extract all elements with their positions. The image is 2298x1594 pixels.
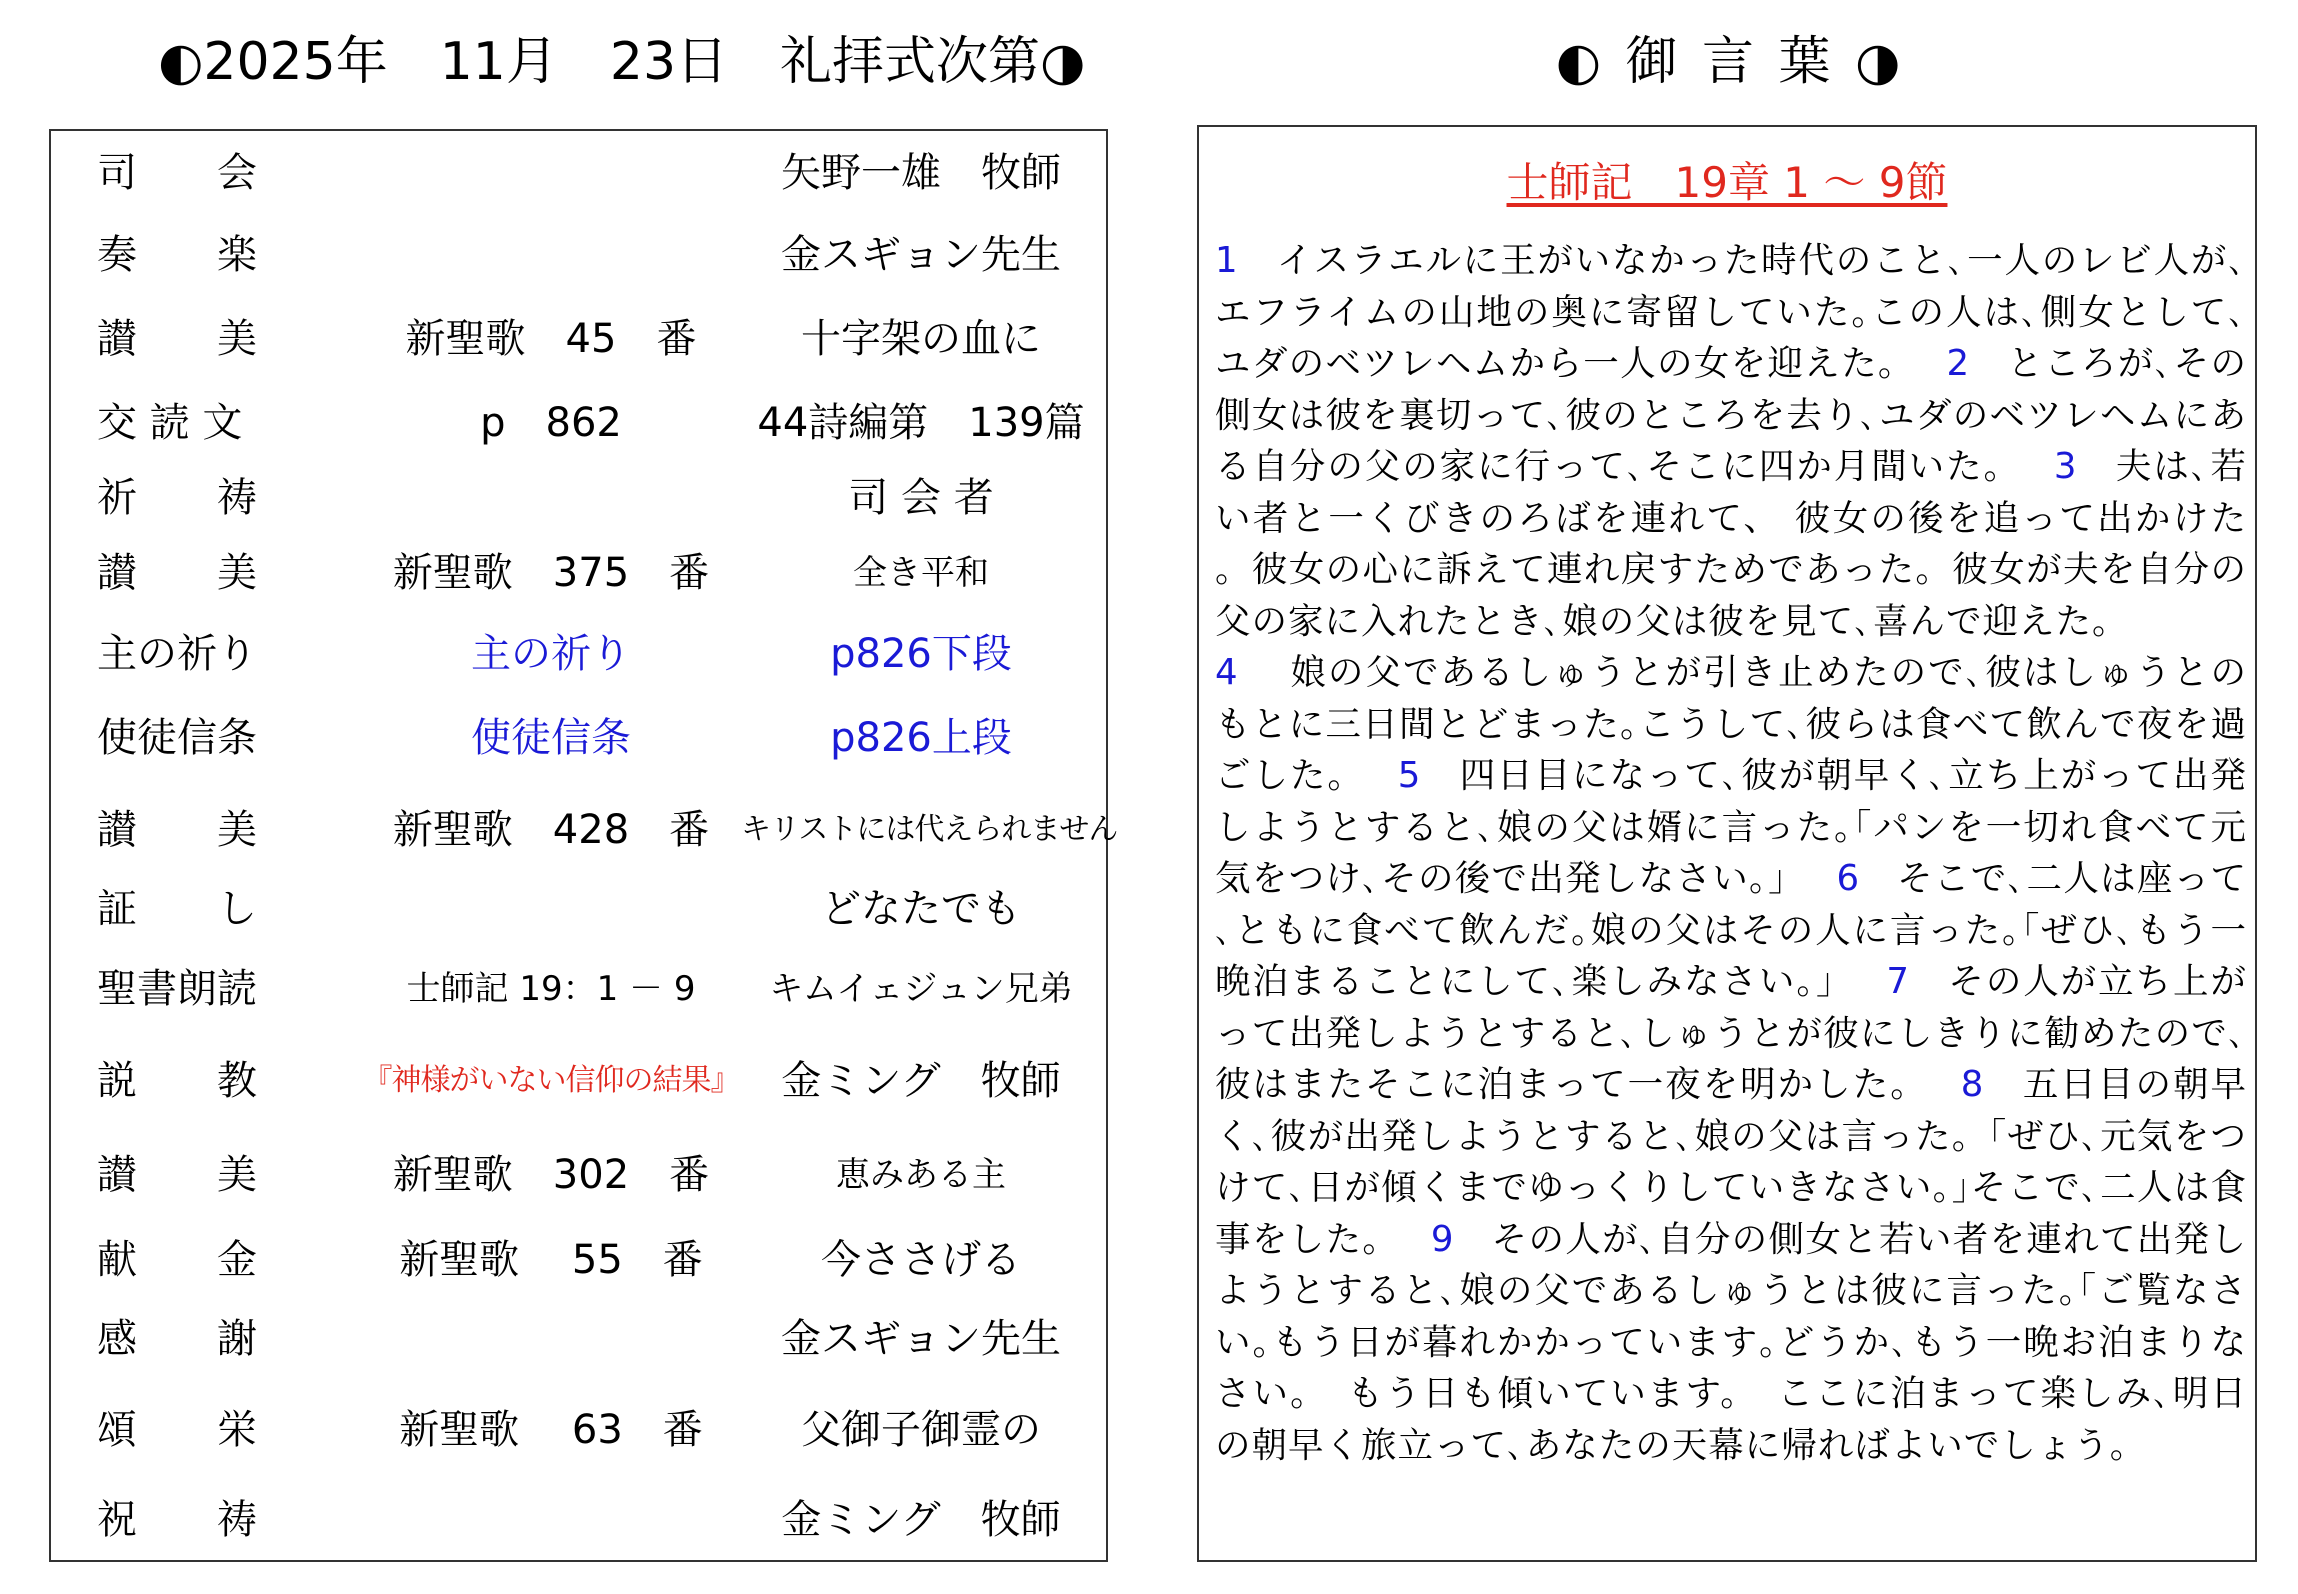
- order-row-hymn-1: [51, 299, 1106, 379]
- order-label: 証 し: [97, 886, 257, 932]
- order-person: 金ミング 牧師: [781, 1497, 1061, 1543]
- order-label: 讃 美: [97, 807, 257, 853]
- order-person: 金スギョン先生: [781, 1316, 1061, 1362]
- apostles-creed-link: 使徒信条: [471, 715, 631, 761]
- hymn-number: 新聖歌 55 番: [399, 1237, 703, 1283]
- order-person: どなたでも: [821, 886, 1021, 932]
- order-row-prelude: [51, 215, 1106, 295]
- page-reference: p826上段: [830, 715, 1012, 761]
- verse-number: 6: [1836, 858, 1861, 899]
- order-detail: [341, 1299, 761, 1379]
- hymn-number: 新聖歌 302 番: [392, 1152, 710, 1198]
- verse-number: 5: [1397, 755, 1422, 796]
- hymn-title: キリストには代えられません: [741, 812, 1118, 847]
- verse-text: ところが､その側女は彼を裏切って､彼のところを去り､ユダのベツレヘムにある自分の父の家に行って､そこに四か月間いた。: [1215, 343, 2247, 487]
- order-label: 祈 祷: [97, 475, 257, 521]
- order-label: 聖書朗読: [97, 966, 257, 1012]
- order-label: 主の祈り: [97, 631, 257, 677]
- verse-number: 2: [1946, 343, 1971, 384]
- order-row-thanksgiving: [51, 1299, 1106, 1379]
- order-label: 交 読 文: [97, 400, 243, 446]
- order-person: 金ミング 牧師: [781, 1058, 1061, 1104]
- scripture-panel: [1197, 125, 2257, 1562]
- order-row-responsive-reading: [51, 383, 1106, 463]
- hymn-title: 十字架の血に: [801, 316, 1041, 362]
- order-label: 讃 美: [97, 1152, 257, 1198]
- order-label: 司 会: [97, 150, 257, 196]
- order-detail: [341, 458, 761, 538]
- verse-number: 4: [1215, 652, 1239, 693]
- verse-number: 8: [1960, 1064, 1985, 1105]
- hymn-number: 新聖歌 428 番: [392, 807, 710, 853]
- order-person: 金スギョン先生: [781, 232, 1061, 278]
- scripture-reference: 士師記 19：1 － 9: [406, 969, 696, 1009]
- hymn-number: 新聖歌 375 番: [392, 550, 710, 596]
- verse-number: 7: [1886, 961, 1910, 1002]
- order-row-offering: [51, 1220, 1106, 1300]
- order-person: 矢野一雄 牧師: [781, 150, 1061, 196]
- passage-reference: 士師記 19章 1 ～ 9節: [1506, 158, 1948, 207]
- verse-number: 9: [1430, 1218, 1455, 1260]
- order-row-prayer: [51, 458, 1106, 538]
- hymn-title: 父御子御霊の: [801, 1407, 1041, 1453]
- order-detail: [341, 1480, 761, 1560]
- order-detail: [341, 215, 761, 295]
- order-row-apostles-creed: [51, 698, 1106, 778]
- verse-text: 娘の父であるしゅうとが引き止めたので､彼はしゅうとのもとに三日間とどまった｡こうして､彼らは食べて飲んで夜を過ごした。: [1215, 652, 2247, 796]
- lords-prayer-link: 主の祈り: [471, 631, 631, 677]
- order-of-worship-title: ◐2025年 11月 23日 礼拝式次第◑: [158, 32, 1086, 92]
- order-row-hymn-2: [51, 533, 1106, 613]
- psalm-reference: 44詩編第 139篇: [757, 400, 1085, 446]
- verse-text: 五日目の朝早く､彼が出発しようとすると､娘の父は言った。「ぜひ､元気をつけて､日が傾くまでゆっくりしていきなさい。｣そこで､二人は食事をした。: [1215, 1064, 2247, 1260]
- verse-number: 1: [1215, 240, 1239, 281]
- hymn-title: 恵みある主: [836, 1155, 1006, 1195]
- hymn-number: 新聖歌 63 番: [399, 1407, 703, 1453]
- order-row-presider: [51, 133, 1106, 213]
- order-person: 司 会 者: [848, 475, 994, 521]
- page-reference: p826下段: [830, 631, 1012, 677]
- verse-text: そこで､二人は座って､ともに食べて飲んだ｡娘の父はその人に言った｡｢ぜひ､もう一晩泊まることにして､楽しみなさい。」: [1215, 858, 2247, 1002]
- order-row-scripture-reading: [51, 949, 1106, 1029]
- order-row-hymn-4: [51, 1135, 1106, 1215]
- order-person: キムイェジュン兄弟: [769, 969, 1073, 1009]
- order-label: 讃 美: [97, 550, 257, 596]
- order-row-sermon: [51, 1041, 1106, 1121]
- order-row-benediction: [51, 1480, 1106, 1560]
- verse-text: その人が､自分の側女と若い者を連れて出発しようとすると､娘の父であるしゅうとは彼に言った｡｢ご覧なさい｡もう日が暮れかかっています｡どうか､もう一晩お泊まりなさい。 もう日も傾いています。 ここに泊まって楽しみ､明日の朝早く旅立って､あなたの天幕に帰ればよいでしょう。: [1215, 1218, 2247, 1466]
- verse-number: 3: [2053, 446, 2078, 487]
- order-row-testimony: [51, 869, 1106, 949]
- order-detail: [341, 869, 761, 949]
- page-reference: p 862: [480, 400, 622, 446]
- verse-text: その人が立ち上がって出発しようとすると､しゅうとが彼にしきりに勧めたので､彼はまたそこに泊まって一夜を明かした。: [1215, 961, 2247, 1105]
- hymn-number: 新聖歌 45 番: [405, 316, 697, 362]
- scripture-text: [1215, 235, 2247, 1471]
- verse-text: 四日目になって､彼が朝早く､立ち上がって出発しようとすると､娘の父は婿に言った｡｢パンを一切れ食べて元気をつけ､その後で出発しなさい。」: [1215, 755, 2247, 899]
- verse-text: イスラエルに王がいなかった時代のこと､一人のレビ人が､エフライムの山地の奥に寄留していた｡この人は､側女として､ユダのベツレヘムから一人の女を迎えた。: [1215, 240, 2247, 384]
- sermon-title: 『神様がいない信仰の結果』: [362, 1063, 740, 1098]
- verse-text: 夫は､若い者と一くびきのろばを連れて、 彼女の後を追って出かけた。彼女の心に訴えて連れ戻すためであった。彼女が夫を自分の父の家に入れたとき､娘の父は彼を見て､喜んで迎えた。: [1215, 446, 2247, 642]
- order-label: 奏 楽: [97, 232, 257, 278]
- scripture-section-title: ◐ 御 言 葉 ◑: [1555, 32, 1905, 92]
- order-row-hymn-3: [51, 790, 1118, 870]
- order-label: 説 教: [97, 1058, 257, 1104]
- order-label: 祝 祷: [97, 1497, 257, 1543]
- order-label: 讃 美: [97, 316, 257, 362]
- order-of-worship-panel: [49, 129, 1118, 1562]
- order-row-doxology: [51, 1390, 1106, 1470]
- order-label: 頌 栄: [97, 1407, 257, 1453]
- order-row-lords-prayer: [51, 614, 1106, 694]
- hymn-title: 全き平和: [853, 553, 989, 593]
- order-label: 感 謝: [97, 1316, 257, 1362]
- order-label: 献 金: [97, 1237, 257, 1283]
- hymn-title: 今ささげる: [821, 1237, 1021, 1283]
- order-detail: [341, 133, 761, 213]
- order-label: 使徒信条: [97, 715, 257, 761]
